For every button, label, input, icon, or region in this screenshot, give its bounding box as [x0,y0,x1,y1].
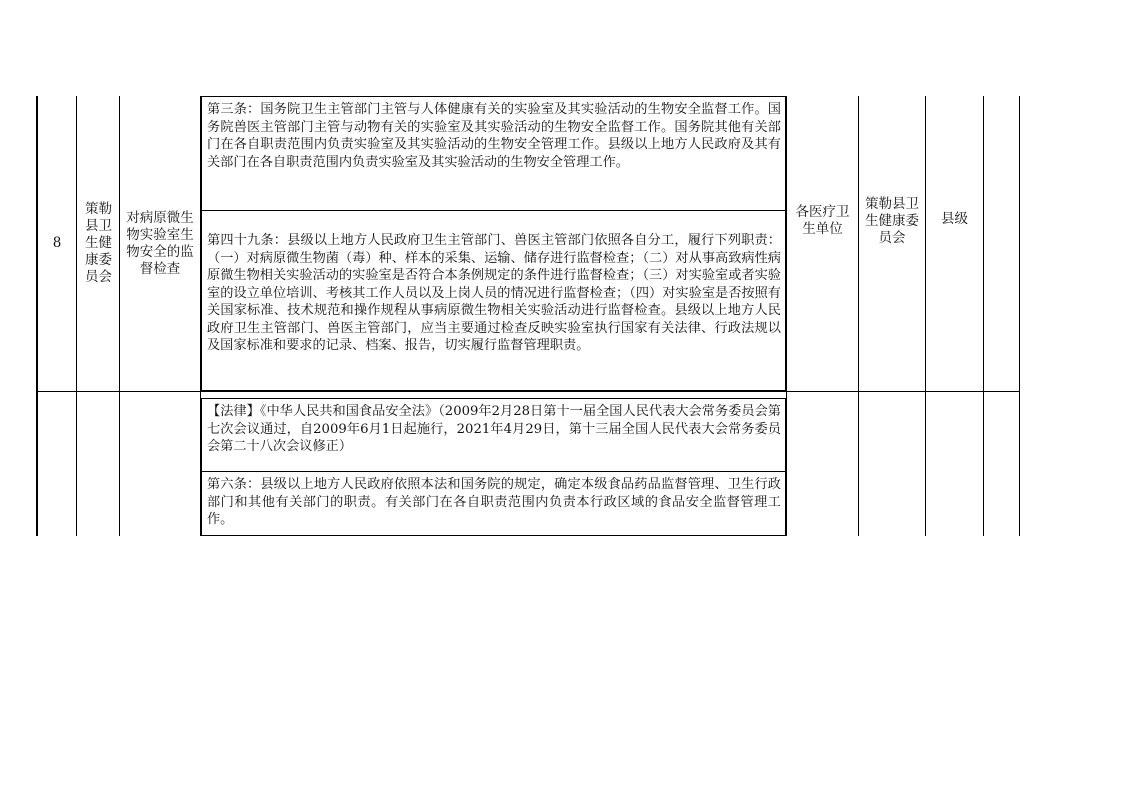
row-number: 8 [52,235,62,251]
level-text: 县级 [941,210,968,227]
column-divider [76,96,77,536]
item-cell [120,96,200,391]
legal-basis-clause [201,210,786,391]
target-cell [787,96,858,346]
clause-text: 【法律】《中华人民共和国食品安全法》（2009年2月28日第十一届全国人民代表大会常务委员会第七次会议通过，自2009年6月1日起施行，2021年4月29日，第十三届全国人民代表大会常务委员会第二十八次会议修正） [207,404,781,454]
authority-text: 策勒县卫生健康委员会 [865,195,919,246]
item-name: 对病原微生物实验室生物安全的监督检查 [126,209,194,277]
legal-basis-clause [201,398,786,472]
table-row [38,96,76,391]
target-text: 各医疗卫生单位 [795,204,850,237]
department-cell [78,96,119,391]
row-divider [36,391,1020,392]
clause-text: 第六条：县级以上地方人民政府依照本法和国务院的规定，确定本级食品药品监督管理、卫生行政部门和其他有关部门的职责。有关部门在各自职责范围内负责本行政区域的食品安全监督管理工作。 [207,477,781,527]
level-cell [926,96,983,342]
authority-cell [859,96,925,346]
table-border-right [1019,96,1020,536]
department-name: 策勒县卫生健康委员会 [85,201,112,285]
column-divider [983,96,984,536]
clause-text: 第三条：国务院卫生主管部门主管与人体健康有关的实验室及其实验活动的生物安全监督工作。国务院兽医主管部门主管与动物有关的实验室及其实验活动的生物安全监督工作。国务院其他有关部门在各自职责范围内负责实验室及其实验活动的生物安全管理工作。县级以上地方人民政府及其有关部门在各自职责范围内负责实验室及其实验活动的生物安全管理工作。 [207,102,781,170]
legal-basis-clause [201,471,786,536]
legal-basis-clause [201,96,786,211]
clause-text: 第四十九条：县级以上地方人民政府卫生主管部门、兽医主管部门依照各自分工，履行下列职责：（一）对病原微生物菌（毒）种、样本的采集、运输、储存进行监督检查；（二）对从事高致病性病原微生物相关实验活动的实验室是否符合本条例规定的条件进行监督检查；（三）对实验室或者实验室的设立单位培训、考核其工作人员以及上岗人员的情况进行监督检查；（四）对实验室是否按照有关国家标准、技术规范和操作规程从事病原微生物相关实验活动进行监督检查。县级以上地方人民政府卫生主管部门、兽医主管部门，应当主要通过检查反映实验室执行国家有关法律、行政法规以及国家标准和要求的记录、档案、报告，切实履行监督管理职责。 [207,233,781,353]
